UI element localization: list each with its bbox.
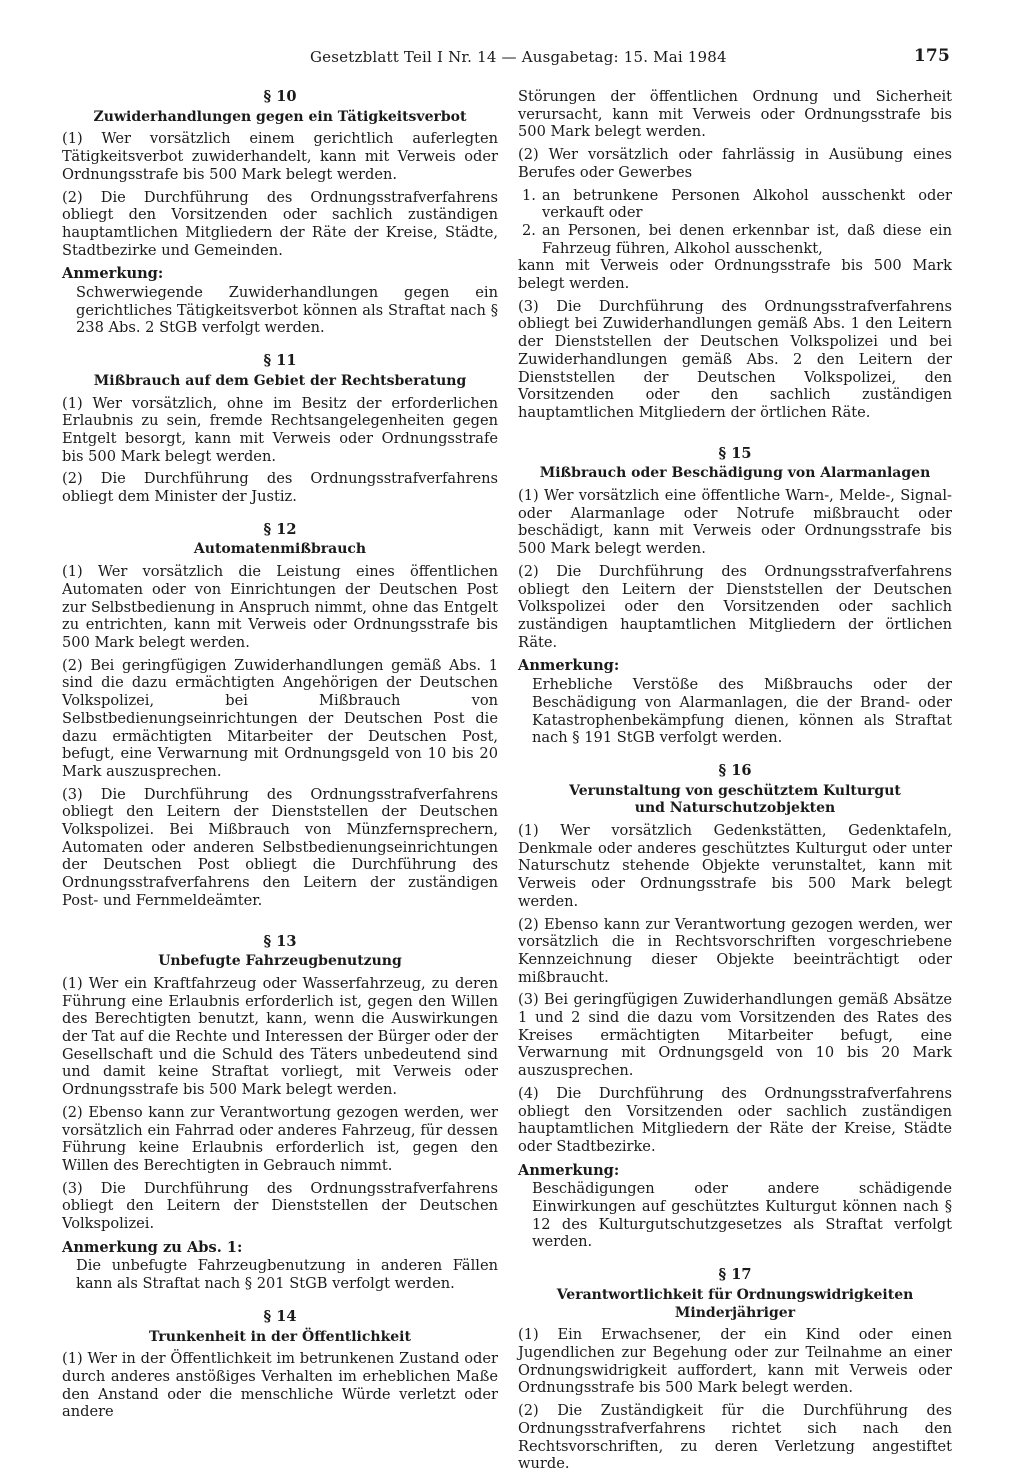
right-column [518, 88, 952, 1478]
section-title: Mißbrauch oder Beschädigung von Alarmanlagen [539, 465, 931, 482]
paragraph: (2) Wer vorsätzlich oder fahrlässig in Ausübung eines Berufes oder Gewerbes [518, 146, 952, 181]
section-title-line-2: Minderjähriger [674, 1304, 796, 1321]
section-title-line-2: und Naturschutzobjekten [634, 800, 836, 817]
section-15 [518, 445, 952, 747]
section-title: Verantwortlichkeit für Ordnungswidrigkeiten [556, 1286, 914, 1303]
page-number: 175 [913, 46, 950, 66]
paragraph: (2) Ebenso kann zur Verantwortung gezogen werden, wer vorsätzlich ein Fahrrad oder anderes Fahrzeug, für dessen Führung keine Erlaubnis erforderlich ist, gegen den Willen des Berechtigten in Gebrauch nimmt. [62, 1103, 498, 1174]
section-number: § 15 [718, 444, 752, 462]
note-label: Anmerkung: [518, 1161, 620, 1179]
paragraph: (1) Wer vorsätzlich Gedenkstätten, Gedenktafeln, Denkmale oder anderes geschütztes Kulturgut oder unter Naturschutz stehende Objekte verunstaltet, kann mit Verweis oder Ordnungsstrafe bis 500 Mark belegt werden. [518, 822, 952, 910]
paragraph: (2) Die Durchführung des Ordnungsstrafverfahrens obliegt den Vorsitzenden oder sachlich zuständigen hauptamtlichen Mitgliedern der Räte der Kreise, Städte, Stadtbezirke und Gemeinden. [62, 188, 498, 259]
list-item-number: 1. [522, 186, 536, 204]
paragraph: (4) Die Durchführung des Ordnungsstrafverfahrens obliegt den Vorsitzenden oder sachlich zuständigen hauptamtlichen Mitgliedern der Räte der Kreise, Städte oder Stadtbezirke. [518, 1084, 952, 1155]
section-title: Zuwiderhandlungen gegen ein Tätigkeitsverbot [93, 108, 467, 125]
section-number: § 13 [263, 932, 297, 950]
left-column [62, 88, 498, 1426]
paragraph: (1) Ein Erwachsener, der ein Kind oder einen Jugendlichen zur Begehung oder zur Teilnahme an einer Ordnungswidrigkeit auffordert, kann mit Verweis oder Ordnungsstrafe bis 500 Mark belegt werden. [518, 1326, 952, 1397]
list-item [518, 187, 952, 222]
list-item-number: 2. [522, 221, 536, 239]
note-label: Anmerkung zu Abs. 1: [62, 1238, 243, 1256]
paragraph: (3) Die Durchführung des Ordnungsstrafverfahrens obliegt den Leitern der Dienststellen der Deutschen Volkspolizei. [62, 1179, 498, 1233]
section-14-continued [518, 88, 952, 422]
section-title: Unbefugte Fahrzeugbenutzung [158, 953, 402, 970]
section-17 [518, 1266, 952, 1473]
paragraph: (3) Bei geringfügigen Zuwiderhandlungen gemäß Absätze 1 und 2 sind die dazu vom Vorsitzenden des Rates des Kreises ermächtigten Mitarbeiter befugt, eine Verwarnung mit Ordnungsgeld von 10 bis 20 Mark auszusprechen. [518, 991, 952, 1080]
section-11 [62, 352, 498, 506]
note-label: Anmerkung: [62, 265, 164, 283]
paragraph: (1) Wer ein Kraftfahrzeug oder Wasserfahrzeug, zu deren Führung eine Erlaubnis erforderlich ist, gegen den Willen des Berechtigten benutzt, kann, wenn die Auswirkungen der Tat auf die Rechte und Interessen der Bürger oder der Gesellschaft und die Schuld des Täters unbedeutend sind und damit keine Straftat vorliegt, mit Verweis oder Ordnungsstrafe bis 500 Mark belegt werden. [62, 974, 498, 1099]
list-item [518, 222, 952, 257]
paragraph: (2) Bei geringfügigen Zuwiderhandlungen gemäß Abs. 1 sind die dazu ermächtigten Angehörigen der Deutschen Volkspolizei, bei Mißbrauch von Selbstbedienungseinrichtungen der Deutschen Post die dazu ermächtigten Mitarbeiter der Deutschen Post, befugt, eine Verwarnung mit Ordnungsgeld von 10 bis 20 Mark auszusprechen. [62, 656, 498, 780]
note-text: Schwerwiegende Zuwiderhandlungen gegen ein gerichtliches Tätigkeitsverbot können als Straftat nach § 238 Abs. 2 StGB verfolgt werden. [76, 284, 498, 337]
section-13 [62, 933, 498, 1293]
list-item-text: an betrunkene Personen Alkohol ausschenkt oder verkauft oder [542, 186, 952, 222]
paragraph: (1) Wer vorsätzlich, ohne im Besitz der erforderlichen Erlaubnis zu sein, fremde Rechtsangelegenheiten gegen Entgelt besorgt, kann mit Verweis oder Ordnungsstrafe bis 500 Mark belegt werden. [62, 394, 498, 465]
paragraph: (1) Wer vorsätzlich einem gerichtlich auferlegten Tätigkeitsverbot zuwiderhandelt, kann mit Verweis oder Ordnungsstrafe bis 500 Mark belegt werden. [62, 130, 498, 183]
section-10 [62, 88, 498, 337]
note-label: Anmerkung: [518, 657, 620, 675]
paragraph: (1) Wer vorsätzlich eine öffentliche Warn-, Melde-, Signal- oder Alarmanlage oder Notrufe mißbraucht oder beschädigt, kann mit Verweis oder Ordnungsstrafe bis 500 Mark belegt werden. [518, 487, 952, 558]
section-number: § 11 [263, 352, 297, 370]
section-16 [518, 762, 952, 1251]
note-text: Erhebliche Verstöße des Mißbrauchs oder der Beschädigung von Alarmanlagen, die der Brand- oder Katastrophenbekämpfung dienen, können als Straftat nach § 191 StGB verfolgt werden. [532, 676, 952, 747]
note-text: Beschädigungen oder andere schädigende Einwirkungen auf geschütztes Kulturgut können nach § 12 des Kulturgutschutzgesetzes als Straftat verfolgt werden. [532, 1180, 952, 1251]
paragraph: Störungen der öffentlichen Ordnung und Sicherheit verursacht, kann mit Verweis oder Ordnungsstrafe bis 500 Mark belegt werden. [518, 88, 952, 141]
enumerated-list [518, 187, 952, 258]
note-text: Die unbefugte Fahrzeugbenutzung in anderen Fällen kann als Straftat nach § 201 StGB verfolgt werden. [76, 1257, 498, 1293]
paragraph: (2) Die Durchführung des Ordnungsstrafverfahrens obliegt dem Minister der Justiz. [62, 470, 498, 506]
page-header [62, 44, 950, 74]
paragraph: (2) Die Durchführung des Ordnungsstrafverfahrens obliegt den Leitern der Dienststellen der Deutschen Volkspolizei oder den Vorsitzenden oder sachlich zuständigen hauptamtlichen Mitgliedern der örtlichen Räte. [518, 562, 952, 651]
section-number: § 12 [263, 520, 297, 538]
paragraph: (1) Wer vorsätzlich die Leistung eines öffentlichen Automaten oder von Einrichtungen der Deutschen Post zur Selbstbedienung in Anspruch nimmt, ohne das Entgelt zu entrichten, kann mit Verweis oder Ordnungsstrafe bis 500 Mark belegt werden. [62, 563, 498, 651]
section-number: § 14 [263, 1307, 297, 1325]
section-number: § 10 [263, 88, 297, 105]
section-number: § 16 [718, 761, 752, 779]
section-title: Trunkenheit in der Öffentlichkeit [149, 1328, 411, 1345]
paragraph: (3) Die Durchführung des Ordnungsstrafverfahrens obliegt den Leitern der Dienststellen der Deutschen Volkspolizei. Bei Mißbrauch von Münzfernsprechern, Automaten oder anderen Selbstbedienungseinrichtungen der Deutschen Post obliegt die Durchführung des Ordnungsstrafverfahrens den Leitern der zuständigen Post- und Fernmeldeämter. [62, 785, 498, 909]
paragraph: (2) Die Zuständigkeit für die Durchführung des Ordnungsstrafverfahrens richtet sich nach den Rechtsvorschriften, zu deren Verletzung angestiftet wurde. [518, 1402, 952, 1473]
list-item-text: an Personen, bei denen erkennbar ist, daß diese ein Fahrzeug führen, Alkohol ausschenkt, [542, 221, 952, 257]
section-title: Automatenmißbrauch [193, 541, 367, 558]
paragraph: kann mit Verweis oder Ordnungsstrafe bis 500 Mark belegt werden. [518, 257, 952, 293]
section-12 [62, 521, 498, 910]
section-14 [62, 1308, 498, 1421]
paragraph: (2) Ebenso kann zur Verantwortung gezogen werden, wer vorsätzlich die in Rechtsvorschriften vorgeschriebene Kennzeichnung dieser Objekte beeinträchtigt oder mißbraucht. [518, 915, 952, 986]
paragraph: (3) Die Durchführung des Ordnungsstrafverfahrens obliegt bei Zuwiderhandlungen gemäß Abs. 1 den Leitern der Dienststellen der Deutschen Volkspolizei und bei Zuwiderhandlungen gemäß Abs. 2 den Leitern der Dienststellen der Deutschen Volkspolizei, den Vorsitzenden oder den sachlich zuständigen hauptamtlichen Mitgliedern der örtlichen Räte. [518, 297, 952, 421]
section-title: Verunstaltung von geschütztem Kulturgut [569, 782, 901, 799]
section-title: Mißbrauch auf dem Gebiet der Rechtsberatung [93, 372, 467, 389]
header-title: Gesetzblatt Teil I Nr. 14 — Ausgabetag: 15. Mai 1984 [310, 48, 727, 66]
paragraph: (1) Wer in der Öffentlichkeit im betrunkenen Zustand oder durch anderes anstößiges Verhalten im erheblichen Maße den Anstand oder die menschliche Würde verletzt oder andere [62, 1350, 498, 1421]
section-number: § 17 [718, 1266, 752, 1284]
